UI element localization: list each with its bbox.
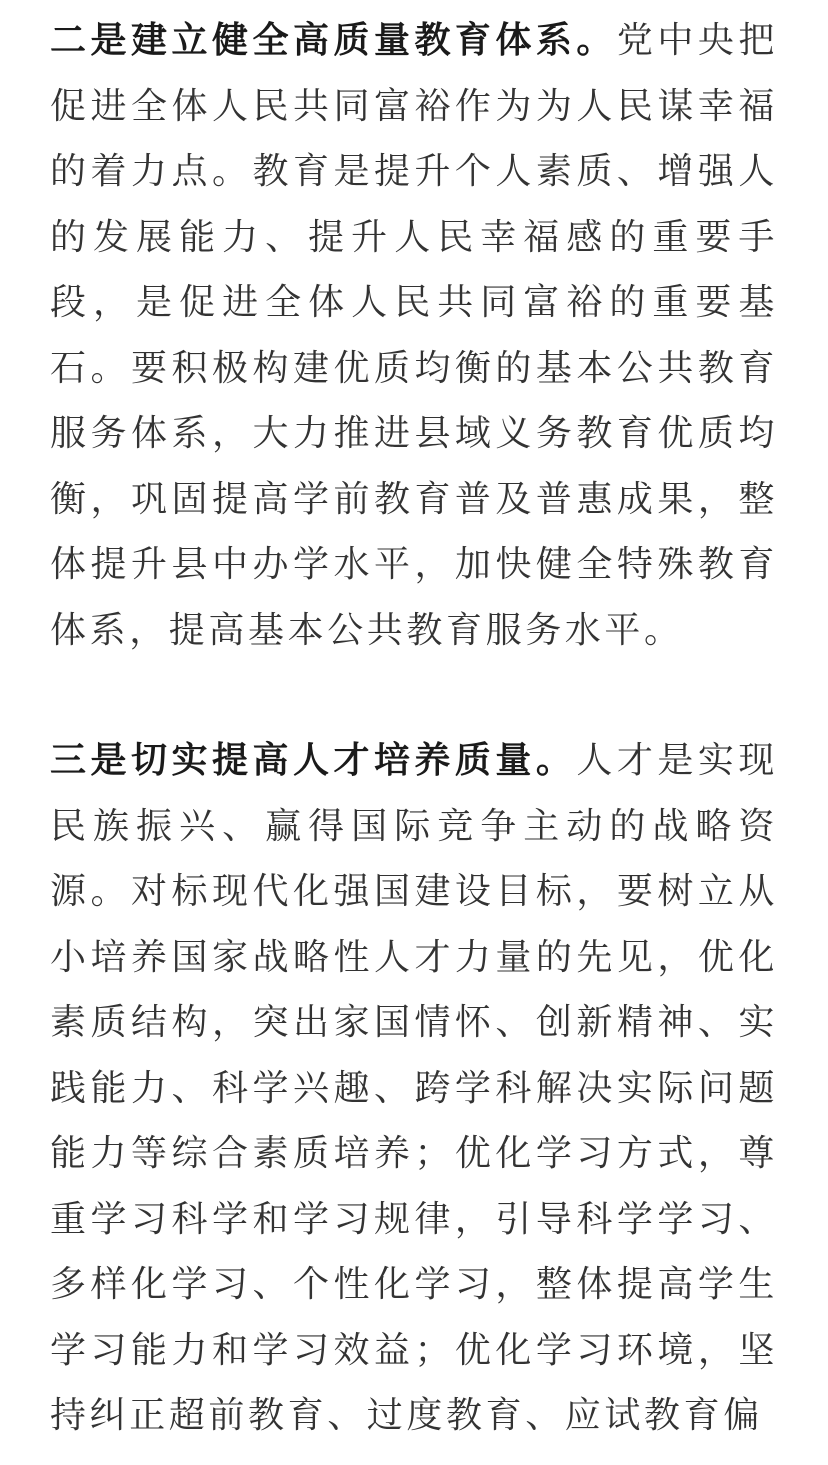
paragraph-talent-cultivation bbox=[50, 728, 778, 1449]
paragraph-education-system bbox=[50, 8, 778, 663]
paragraph-text: 人才是实现民族振兴、赢得国际竞争主动的战略资源。对标现代化强国建设目标，要树立从小培养国家战略性人才力量的先见，优化素质结构，突出家国情怀、创新精神、实践能力、科学兴趣、跨学科解决实际问题能力等综合素质培养；优化学习方式，尊重学习科学和学习规律，引导科学学习、多样化学习、个性化学习，整体提高学生学习能力和学习效益；优化学习环境，坚持纠正超前教育、过度教育、应试教育偏 bbox=[50, 740, 778, 1436]
paragraph-heading: 二是建立健全高质量教育体系。 bbox=[50, 20, 617, 61]
paragraph-text: 党中央把促进全体人民共同富裕作为为人民谋幸福的着力点。教育是提升个人素质、增强人的发展能力、提升人民幸福感的重要手段，是促进全体人民共同富裕的重要基石。要积极构建优质均衡的基本公共教育服务体系，大力推进县域义务教育优质均衡，巩固提高学前教育普及普惠成果，整体提升县中办学水平，加快健全特殊教育体系，提高基本公共教育服务水平。 bbox=[50, 20, 779, 651]
article-body bbox=[50, 8, 778, 1449]
paragraph-heading: 三是切实提高人才培养质量。 bbox=[50, 740, 577, 781]
